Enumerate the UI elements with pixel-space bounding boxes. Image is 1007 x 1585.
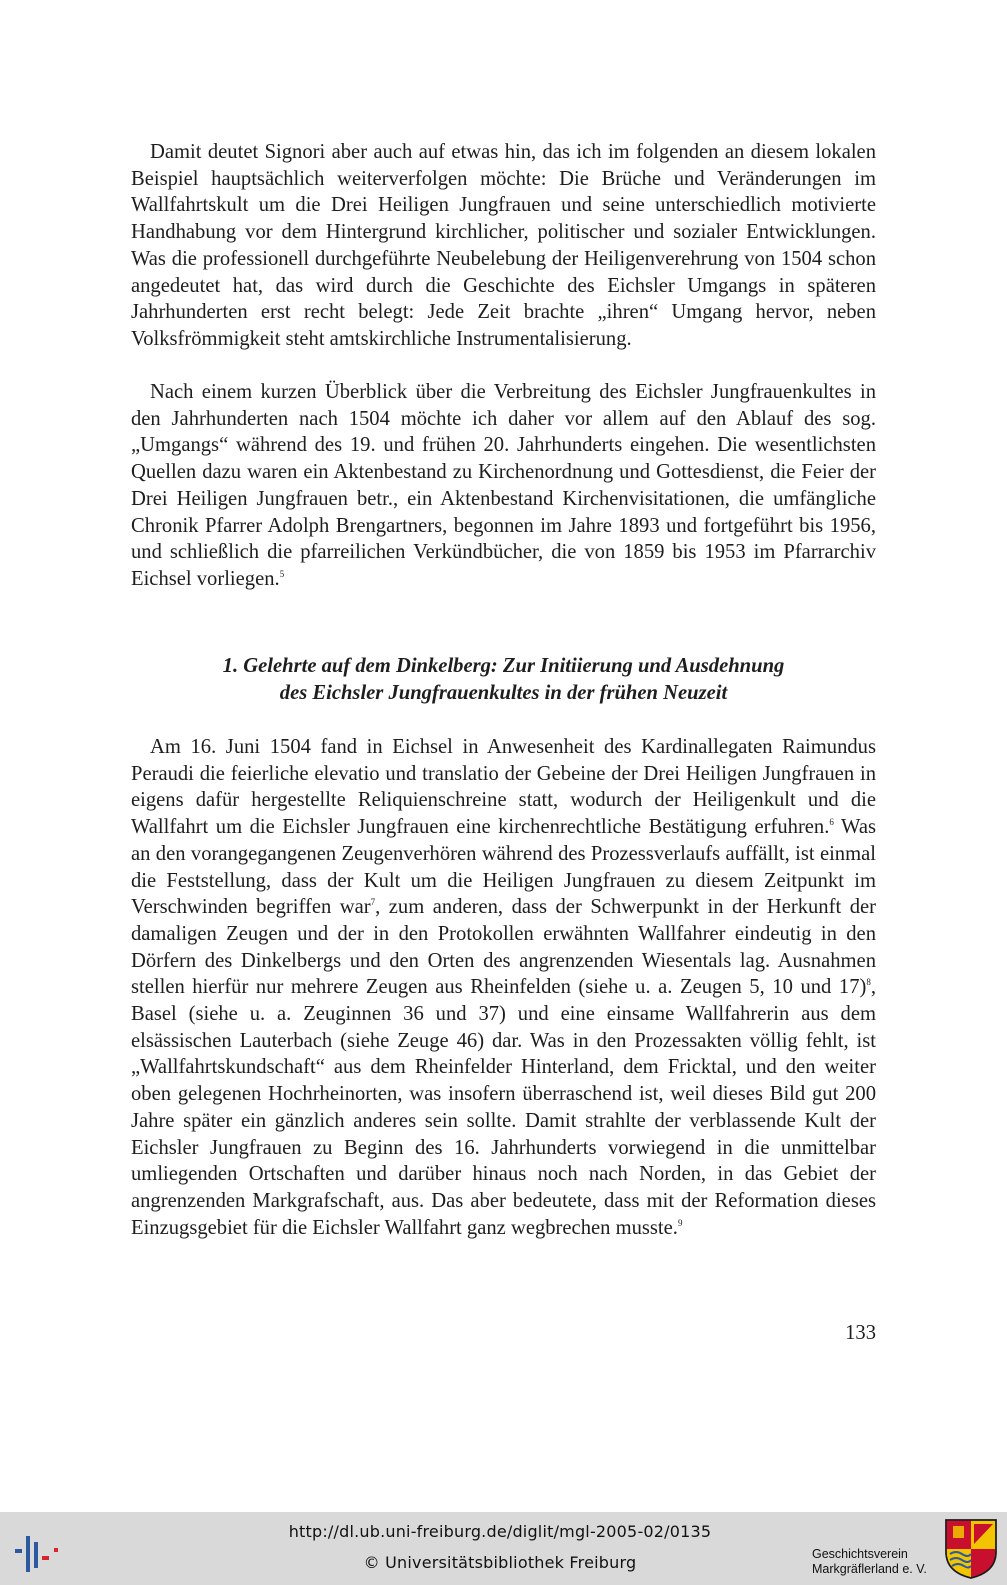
footnote-marker: 8 [866,977,871,988]
society-name-line: Markgräflerland e. V. [812,1562,927,1576]
section-heading-line: des Eichsler Jungfrauenkultes in der frühen Neuzeit [279,681,728,704]
page-number: 133 [845,1322,876,1344]
society-name [812,1547,927,1577]
coat-of-arms-icon [944,1518,998,1580]
section-heading-line: 1. Gelehrte auf dem Dinkelberg: Zur Initiierung und Ausdehnung [222,655,785,677]
society-name-line: Geschichtsverein [812,1547,908,1561]
footnote-marker: 7 [370,897,376,908]
body-paragraph: Am 16. Juni 1504 fand in Eichsel in Anwesenheit des Kardinallegaten Raimundus Peraudi die feierliche elevatio und translatio der Gebeine der Drei Heiligen Jungfrauen in eigens dafür hergestellte Reliquienschreine statt, wodurch der Heiligenkult und die Wallfahrt um die Eichsler Jungfrauen eine kirchenrechtliche Bestätigung erfuhren.$^6$ Was an den vorangegangenen Zeugenverhören während des Prozessverlaufs auffällt, ist einmal die Feststellung, dass der Kult um die Heiligen Jungfrauen zu diesem Zeitpunkt im Verschwinden begriffen war$^7$, zum anderen, dass der Schwerpunkt in der Herkunft der damaligen Zeugen und der in den Protokollen erwähnten Wallfahrer eindeutig in den Dörfern des Dinkelbergs und den Orten des angrenzenden Wiesentals lag. Ausnahmen stellen hierfür nur mehrere Zeugen aus Rheinfelden (siehe u. a. Zeugen 5, 10 und 17)$^8$, Basel (siehe u. a. Zeuginnen 36 und 37) und eine einsame Wallfahrerin aus dem elsässischen Lauterbach (siehe Zeuge 46) dar. Was in den Prozessakten völlig fehlt, ist „Wallfahrtskundschaft“ aus dem Rheinfelder Hinterland, dem Fricktal, und den weiter oben gelegenen Hochrheinorten, was insofern überraschend ist, weil dieses Bild gut 200 Jahre später ein gänzlich anderes sein sollte. Damit strahlte der verblassende Kult der Eichsler Jungfrauen zu Beginn des 16. Jahrhunderts vorwiegend in die unmittelbar umliegenden Ortschaften und darüber hinaus noch nach Norden, in das Gebiet der angrenzenden Markgrafschaft, aus. Das aber bedeutete, dass mit der Reformation dieses Einzugsgebiet für die Eichsler Wallfahrt ganz wegbrechen musste.$^9$ [131,736,876,1239]
footnote-marker: 6 [829,817,834,828]
footer-bar [0,1512,1007,1585]
ub-freiburg-logo-icon [14,1532,64,1576]
footer-url[interactable]: http://dl.ub.uni-freiburg.de/diglit/mgl-2005-02/0135 [288,1522,712,1541]
footer-copyright: © Universitätsbibliothek Freiburg [363,1553,637,1572]
body-paragraph: Nach einem kurzen Überblick über die Verbreitung des Eichsler Jungfrauenkultes in den Jahrhunderten nach 1504 möchte ich daher vor allem auf den Ablauf des sog. „Umgangs“ während des 19. und frühen 20. Jahrhunderts eingehen. Die wesentlichsten Quellen dazu waren ein Aktenbestand zu Kirchenordnung und Gottesdienst, die Feier der Drei Heiligen Jungfrauen betr., ein Aktenbestand Kirchenvisitationen, die umfängliche Chronik Pfarrer Adolph Brengartners, begonnen im Jahre 1893 und fortgeführt bis 1956, und schließlich die pfarreilichen Verkündbücher, die von 1859 bis 1953 im Pfarrarchiv Eichsel vorliegen.$^5$ [131,381,876,590]
section-heading [131,653,876,706]
footnote-marker: 9 [677,1217,683,1228]
footnote-marker: 5 [279,568,285,579]
body-paragraph: Damit deutet Signori aber auch auf etwas hin, das ich im folgenden an diesem lokalen Beispiel hauptsächlich weiterverfolgen möchte: Die Brüche und Veränderungen im Wallfahrtskult um die Drei Heiligen Jungfrauen und seine unterschiedlich motivierte Handhabung vor dem Hintergrund kirchlicher, politischer und sozialer Entwicklungen. Was die professionell durchgeführte Neubelebung der Heiligenverehrung von 1504 schon angedeutet hat, das wird durch die Geschichte des Eichsler Umgangs in späteren Jahrhunderten erst recht belegt: Jede Zeit brachte „ihren“ Umgang hervor, neben Volksfrömmigkeit steht amtskirchliche Instrumentalisierung. [131,141,876,350]
